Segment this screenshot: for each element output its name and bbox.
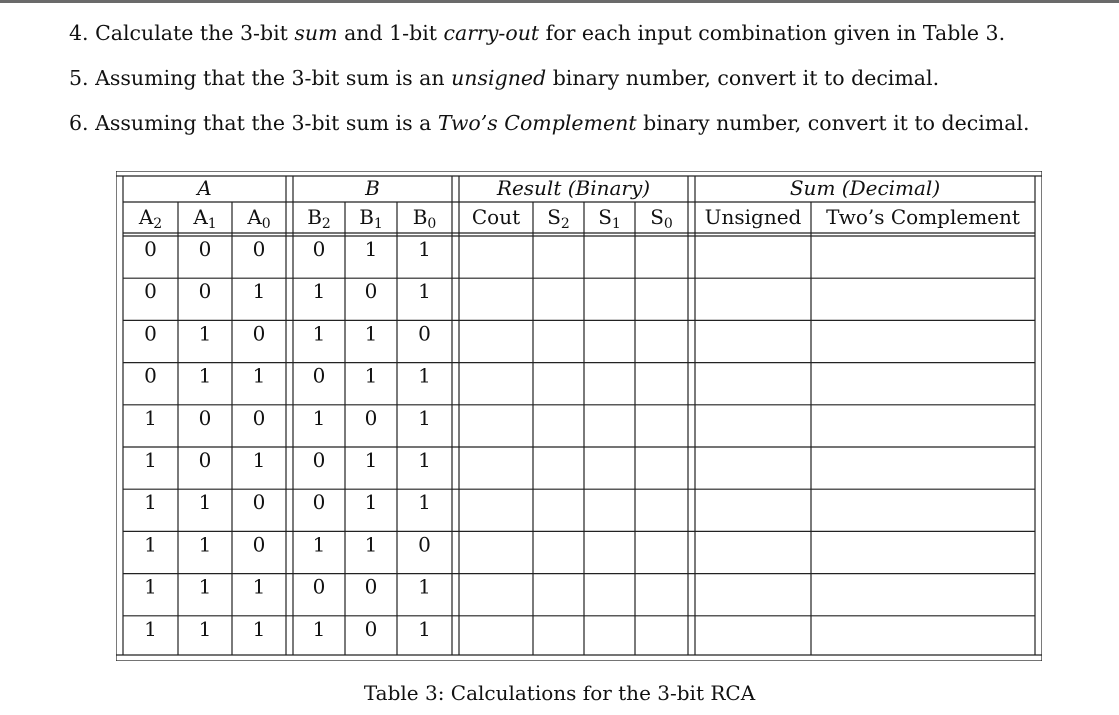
table-cell: 1 [312,405,326,430]
table-cell: 0 [144,237,157,261]
table-cell: 0 [252,405,266,430]
table-cell: 0 [252,490,266,515]
column-header: $A_0$ [247,205,271,232]
column-header: $A_2$ [138,205,163,232]
table-cell: 0 [252,321,266,346]
item-emphasis: sum [294,21,338,45]
table-cell: 1 [364,237,378,261]
table-cell: 1 [252,574,266,599]
table-cell: 1 [198,490,212,515]
table-cell: 1 [364,363,378,388]
table-cell: 1 [418,363,431,388]
column-header: $B_0$ [412,205,437,232]
table-cell: 1 [252,616,266,641]
table-cell: 1 [418,574,431,599]
instruction-item-4 [69,21,1005,45]
instruction-item-5 [69,66,939,90]
item-text: Assuming that the 3-bit sum is a [95,111,438,135]
item-text: Calculate the 3-bit [95,21,295,45]
item-text: and 1-bit [337,21,444,45]
table-cell: 1 [144,616,157,641]
item-text: binary number, convert it to decimal. [636,111,1030,135]
table-cell: 1 [364,532,378,557]
table-cell: 1 [198,532,212,557]
table-cell: 1 [252,363,266,388]
table-cell: 1 [252,448,266,472]
table-cell: 0 [198,279,212,304]
table-cell: 0 [252,237,266,261]
table-cell: 0 [312,490,326,515]
table-cell: 0 [198,405,212,430]
table-cell: 0 [198,237,212,261]
item-emphasis: Two’s Complement [437,111,637,135]
table-cell: 0 [418,532,431,557]
table-cell: 0 [252,532,266,557]
group-header-a: A [197,176,212,200]
item-emphasis: unsigned [451,66,547,90]
table-cell: 1 [144,574,157,599]
table-cell: 0 [144,279,157,304]
table-cell: 1 [198,616,212,641]
table-cell: 1 [144,532,157,557]
top-rule [0,0,1119,3]
table-cell: 1 [364,321,378,346]
table-caption: Table 3: Calculations for the 3-bit RCA [363,681,756,705]
table-cell: 1 [312,532,326,557]
table-cell: 1 [312,321,326,346]
table-cell: 0 [364,616,378,641]
column-header: $S_2$ [547,205,570,232]
table-cell: 1 [418,237,431,261]
table-cell: 0 [364,279,378,304]
table-cell: 0 [312,448,326,472]
item-text: Assuming that the 3-bit sum is an [95,66,452,90]
instruction-item-6 [69,111,1030,135]
group-header-b: B [365,176,380,200]
table-cell: 1 [418,405,431,430]
item-number: 5. [69,66,96,90]
table-cell: 1 [418,616,431,641]
table-cell: 0 [144,363,157,388]
column-header: $A_1$ [193,205,217,232]
table-cell: 1 [144,405,157,430]
group-header-sum-decimal: Sum (Decimal) [789,176,941,200]
table-cell: 1 [364,448,378,472]
column-header: $S_1$ [598,205,621,232]
table-cell: 0 [364,405,378,430]
table-cell: 1 [144,490,157,515]
table-cell: 0 [312,237,326,261]
table-cell: 1 [364,490,378,515]
table-cell: 1 [312,279,326,304]
column-header: $B_1$ [359,205,383,232]
table-cell: 0 [364,574,378,599]
table-cell: 1 [198,363,212,388]
item-number: 4. [69,21,96,45]
item-emphasis: carry-out [443,21,540,45]
column-header: $S_0$ [650,205,673,232]
table-cell: 0 [312,574,326,599]
column-header: Cout [471,205,521,229]
table-cell: 1 [252,279,266,304]
table-cell: 1 [418,490,431,515]
table-cell: 1 [198,574,212,599]
rca-calculation-table [116,171,1042,661]
group-header-result-binary: Result (Binary) [496,176,651,200]
table-cell: 1 [144,448,157,472]
table-cell: 1 [312,616,326,641]
table-cell: 1 [418,279,431,304]
column-header: Two’s Complement [826,205,1020,229]
table-cell: 0 [418,321,431,346]
table-cell: 0 [198,448,212,472]
table-cell: 1 [198,321,212,346]
item-number: 6. [69,111,96,135]
column-header: $B_2$ [307,205,331,232]
item-text: for each input combination given in Table 3. [539,21,1006,45]
item-text: binary number, convert it to decimal. [546,66,940,90]
table-cell: 0 [144,321,157,346]
column-header: Unsigned [704,205,802,229]
table-cell: 0 [312,363,326,388]
table-cell: 1 [418,448,431,472]
